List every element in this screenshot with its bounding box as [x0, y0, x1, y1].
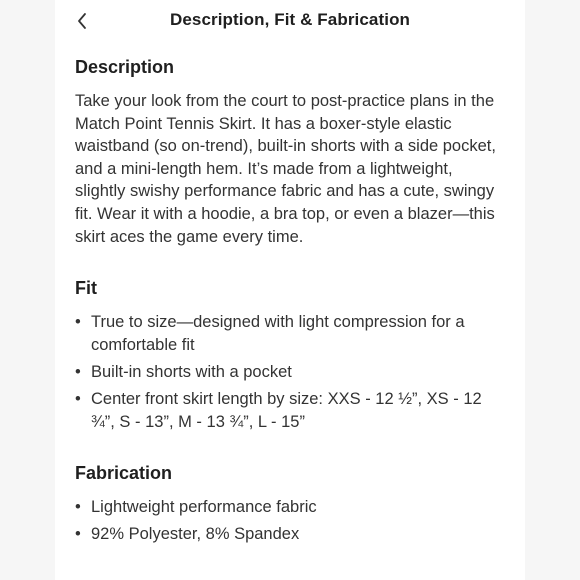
fit-heading: Fit — [75, 278, 97, 299]
description-text: Take your look from the court to post-practice plans in the Match Point Tennis Skirt. It has a boxer-style elastic waistband (so on-trend), built-in shorts with a side pocket, and a mini-length hem. It’s made from a lightweight, slightly swishy performance fabric and has a cute, swingy fit. Wear it with a hoodie, a bra top, or even a blazer—this skirt aces the game every time. — [75, 92, 496, 246]
list-item — [75, 361, 505, 384]
list-item — [75, 523, 505, 546]
bullet-dot: • — [75, 525, 81, 544]
fit-list — [75, 311, 505, 433]
content — [75, 57, 505, 550]
list-item — [75, 496, 505, 519]
list-item — [75, 311, 505, 356]
description-heading: Description — [75, 57, 175, 77]
fabrication-list — [75, 496, 505, 546]
fabrication-item-text: 92% Polyester, 8% Spandex — [91, 525, 300, 544]
header — [55, 0, 525, 42]
fabrication-heading: Fabrication — [75, 463, 173, 484]
fabrication-item-text: Lightweight performance fabric — [91, 498, 317, 517]
bullet-dot: • — [75, 362, 81, 381]
fit-item-text: True to size—designed with light compression for a comfortable fit — [91, 313, 465, 354]
bullet-dot: • — [75, 498, 81, 517]
list-item — [75, 388, 505, 433]
bullet-dot: • — [75, 313, 81, 332]
page-title: Description, Fit & Fabrication — [169, 10, 411, 29]
details-sheet — [55, 0, 525, 580]
fit-item-text: Center front skirt length by size: XXS - 12 ½”, XS - 12 ¾”, S - 13”, M - 13 ¾”, L - 15” — [91, 389, 482, 431]
fit-item-text: Built-in shorts with a pocket — [91, 362, 292, 381]
bullet-dot: • — [75, 389, 81, 408]
